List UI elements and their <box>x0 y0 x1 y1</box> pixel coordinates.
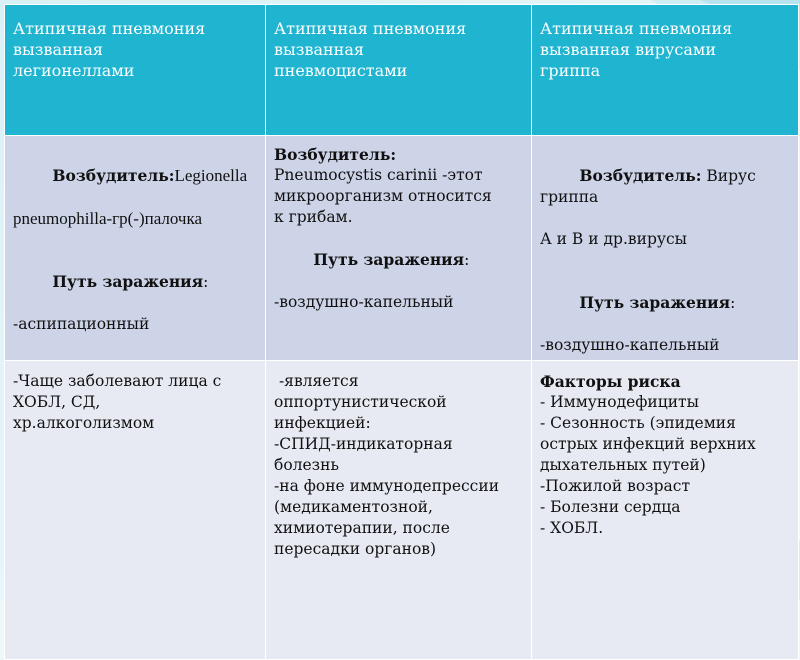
route-label: Путь заражения <box>52 272 204 291</box>
risk-factors-heading: Факторы риска <box>540 372 681 391</box>
risk-factor-line: дыхательных путей) <box>540 456 706 474</box>
header-line: Атипичная пневмония <box>274 19 467 38</box>
detail-line: инфекцией: <box>274 414 371 432</box>
detail-line: -на фоне иммунодепрессии <box>274 477 500 495</box>
detail-line: химиотерапии, после <box>274 519 450 537</box>
header-line: Атипичная пневмония <box>13 19 206 38</box>
cell-influenza-details <box>532 361 799 660</box>
pathogen-value: Legionella <box>174 166 248 185</box>
comparison-table <box>4 4 799 660</box>
pathogen-value-line2: А и В и др.вирусы <box>540 230 688 248</box>
risk-factor-line: - Иммунодефициты <box>540 393 699 411</box>
header-influenza <box>532 5 799 136</box>
detail-line: оппортунистической <box>274 393 447 411</box>
risk-factor-line: -Пожилой возраст <box>540 477 691 495</box>
pathogen-line: микроорганизм относится <box>274 187 492 205</box>
cell-legionella-details <box>5 361 266 660</box>
header-legionella <box>5 5 266 136</box>
header-line: вызванная <box>13 40 103 59</box>
cell-pneumocystis-pathogen <box>266 136 532 361</box>
detail-line: -СПИД-индикаторная <box>274 435 453 453</box>
header-line: вызванная вирусами <box>540 40 716 59</box>
header-pneumocystis <box>266 5 532 136</box>
route-value: -воздушно-капельный <box>274 293 454 311</box>
route-value: -воздушно-капельный <box>540 336 720 354</box>
detail-line: болезнь <box>274 456 339 474</box>
pathogen-label: Возбудитель: <box>52 166 175 185</box>
header-line: Атипичная пневмония <box>540 19 733 38</box>
header-line: пневмоцистами <box>274 61 408 80</box>
pathogen-value-line2: pneumophilla-гр(-)палочка <box>13 209 203 228</box>
cell-influenza-pathogen <box>532 136 799 361</box>
detail-line: пересадки органов) <box>274 540 437 558</box>
detail-line: -является <box>274 372 359 390</box>
pathogen-value: Вирус гриппа <box>540 167 761 206</box>
detail-line: (медикаментозной, <box>274 498 433 516</box>
route-label: Путь заражения <box>579 293 731 312</box>
header-line: гриппа <box>540 61 601 80</box>
route-value: -аспипационный <box>13 315 150 333</box>
route-label: Путь заражения <box>313 250 465 269</box>
pathogen-line: к грибам. <box>274 208 353 226</box>
risk-factor-line: острых инфекций верхних <box>540 435 756 453</box>
header-line: вызванная <box>274 40 364 59</box>
detail-line: -Чаще заболевают лица с <box>13 372 222 390</box>
pathogen-label: Возбудитель: <box>579 166 702 185</box>
cell-pneumocystis-details <box>266 361 532 660</box>
risk-factor-line: - Сезонность (эпидемия <box>540 414 736 432</box>
risk-factor-line: - ХОБЛ. <box>540 519 604 537</box>
route-colon: : <box>203 273 209 291</box>
details-row <box>5 361 799 660</box>
risk-factor-line: - Болезни сердца <box>540 498 681 516</box>
table-header-row <box>5 5 799 136</box>
header-line: легионеллами <box>13 61 135 80</box>
detail-line: хр.алкоголизмом <box>13 414 155 432</box>
pathogen-row <box>5 136 799 361</box>
route-colon: : <box>730 294 736 312</box>
pathogen-line: Pneumocystis carinii -этот <box>274 166 483 184</box>
detail-line: ХОБЛ, СД, <box>13 393 101 411</box>
cell-legionella-pathogen <box>5 136 266 361</box>
route-colon: : <box>464 251 470 269</box>
pathogen-label: Возбудитель: <box>274 145 397 164</box>
